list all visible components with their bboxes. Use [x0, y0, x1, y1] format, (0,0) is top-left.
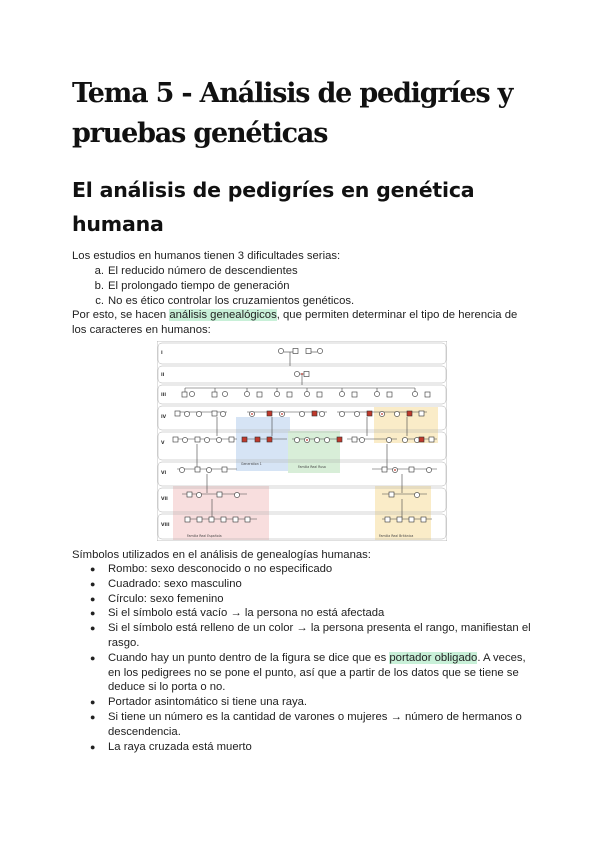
paragraph-text: Por esto, se hacen	[72, 309, 170, 321]
highlight-portador-obligado: portador obligado	[389, 651, 478, 664]
list-item	[90, 606, 538, 621]
paragraph-genealogical	[72, 308, 532, 338]
bullet-icon: ●	[90, 593, 96, 604]
list-item-text: Cuadrado: sexo masculino	[108, 577, 242, 590]
generation-label: V	[161, 441, 165, 446]
paragraph-text: , que permiten determinar el tipo de herencia de los caracteres en humanos:	[72, 309, 518, 336]
region-caption: Familia Real Española	[187, 534, 222, 538]
highlight-analisis-genealogicos: análisis genealógicos	[169, 309, 277, 321]
generation-label: II	[161, 373, 165, 378]
list-item	[90, 562, 538, 577]
list-item-text: Cuando hay un punto dentro de la figura se dice que es	[108, 651, 390, 664]
list-item-text: La raya cruzada está muerto	[108, 740, 252, 753]
list-marker: c.	[95, 295, 104, 307]
bullet-icon: ●	[90, 741, 96, 752]
bullet-icon: ●	[90, 652, 96, 663]
list-item	[94, 279, 290, 294]
generation-label: I	[161, 351, 163, 356]
generation-label: III	[161, 393, 167, 398]
list-marker: b.	[94, 280, 104, 292]
section-heading: El análisis de pedigríes en genética humana	[72, 178, 475, 236]
generation-label: IV	[161, 415, 167, 420]
list-item-text: El prolongado tiempo de generación	[108, 280, 290, 292]
list-item-text: . A veces, en los pedigrees no se pone el punto, así que a partir de los datos que se tiene se deduce si lo porta o no.	[108, 651, 526, 694]
list-item-text: Rombo: sexo desconocido o no especificado	[108, 563, 333, 575]
symbols-list	[90, 562, 538, 754]
list-item	[90, 740, 538, 755]
list-marker: a.	[94, 265, 104, 277]
list-item	[90, 621, 538, 651]
symbols-intro: Símbolos utilizados en el análisis de genealogías humanas:	[72, 549, 371, 561]
generation-label: VI	[161, 471, 167, 476]
bullet-icon: ●	[90, 578, 96, 589]
list-item-text: Si tiene un número es la cantidad de varones o mujeres → número de hermanos o descendencia.	[108, 710, 522, 738]
intro-text: Los estudios en humanos tienen 3 dificultades serias:	[72, 250, 341, 262]
bullet-icon: ●	[90, 697, 96, 708]
bullet-icon: ●	[90, 608, 96, 619]
generation-label: VIII	[161, 523, 170, 528]
bullet-icon: ●	[90, 623, 96, 634]
list-item	[95, 294, 355, 309]
list-item-text: Si el símbolo está vacío → la persona no está afectada	[108, 607, 385, 620]
bullet-icon: ●	[90, 711, 96, 722]
bullet-icon: ●	[90, 564, 96, 574]
list-item-text: No es ético controlar los cruzamientos genéticos.	[108, 295, 355, 307]
list-item	[90, 651, 538, 695]
list-item-text: El reducido número de descendientes	[108, 265, 298, 277]
region-caption: Familia Real Británica	[379, 534, 414, 538]
generation-label: VII	[161, 497, 168, 502]
pedigree-figure	[157, 341, 447, 541]
region-caption: Generation 1	[241, 462, 262, 466]
list-item	[90, 577, 538, 592]
list-item	[90, 695, 538, 710]
page-title: Tema 5 - Análisis de pedigríes y pruebas genéticas	[72, 78, 513, 149]
list-item-text: Portador asintomático si tiene una raya.	[108, 696, 308, 709]
list-item	[90, 592, 538, 607]
region-caption: Familia Real Rusa	[298, 465, 326, 469]
list-item-text: Círculo: sexo femenino	[108, 592, 224, 605]
list-item	[94, 264, 298, 279]
list-item	[90, 710, 538, 740]
list-item-text: Si el símbolo está relleno de un color → la persona presenta el rango, manifiestan el rasgo.	[108, 622, 531, 649]
